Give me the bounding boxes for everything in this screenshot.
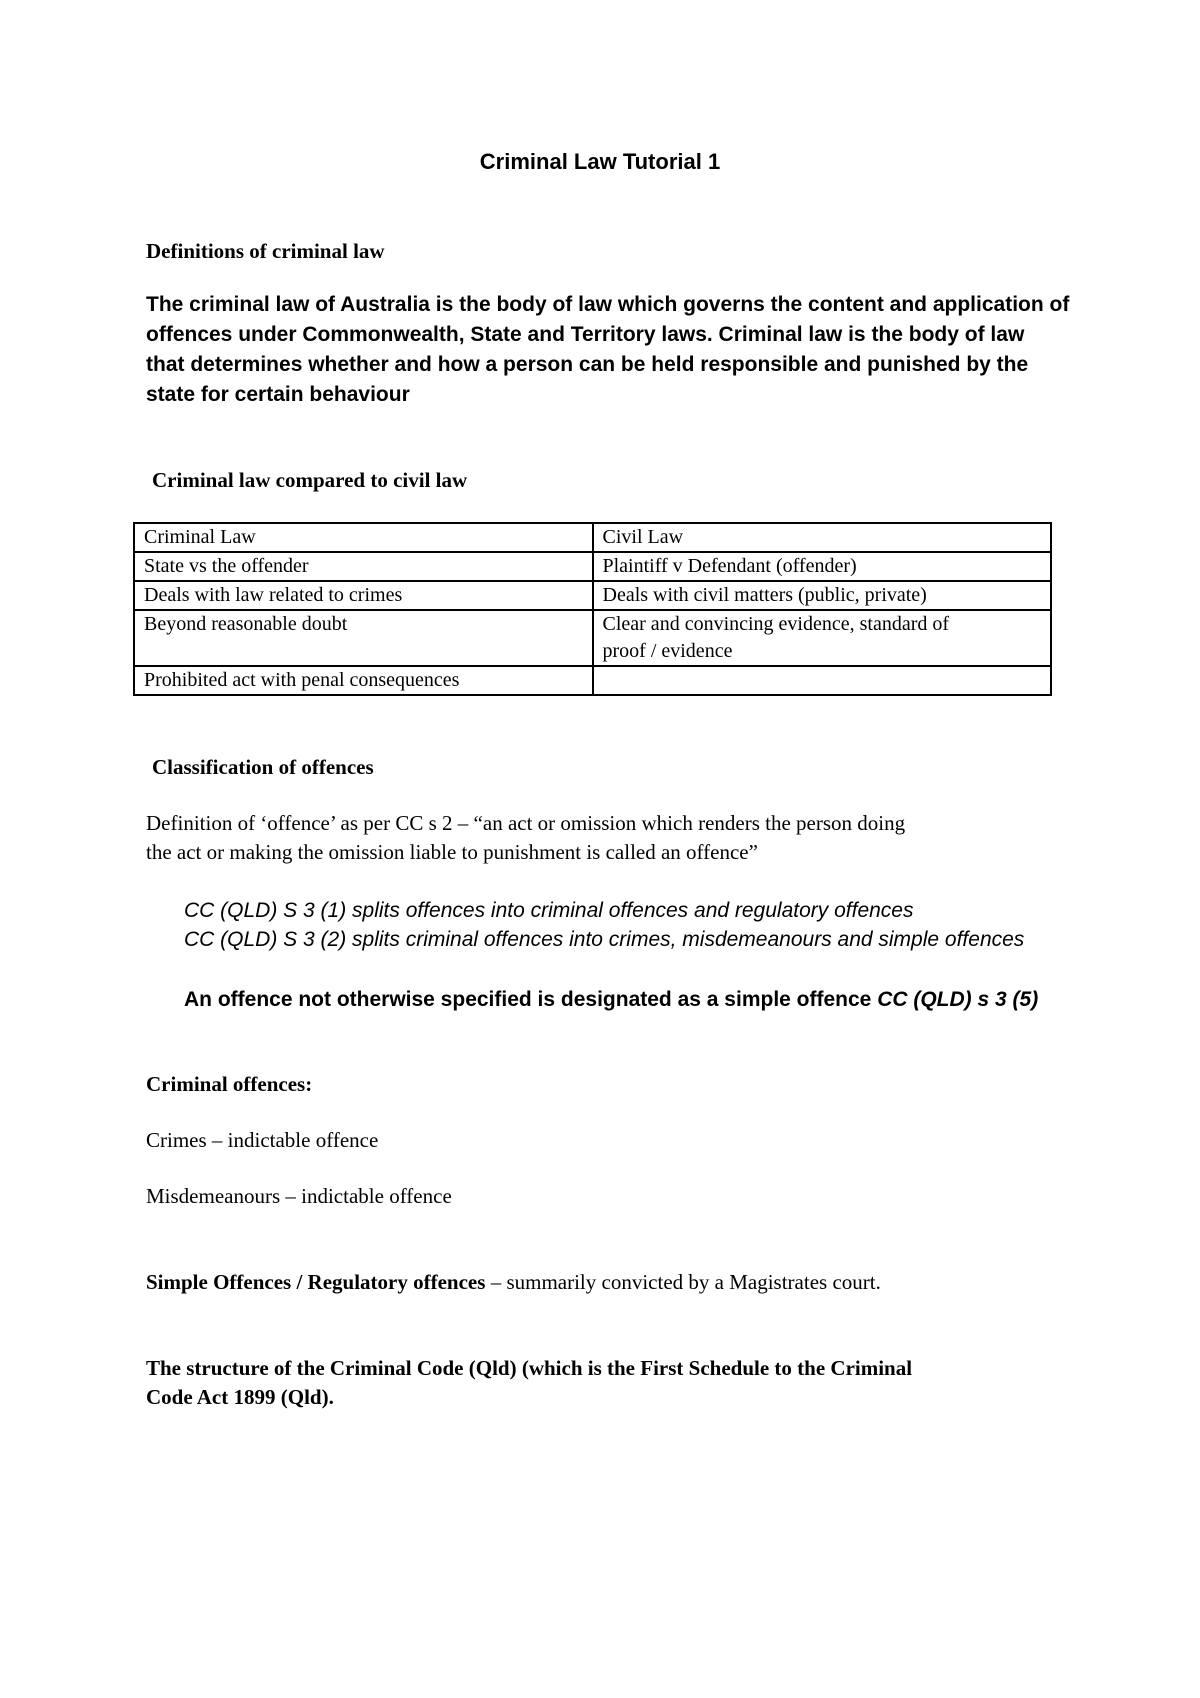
table-row	[134, 666, 1051, 695]
definitions-paragraph	[146, 290, 1086, 410]
table-cell-criminal: Criminal Law	[134, 523, 593, 552]
heading-criminal-offences: Criminal offences:	[146, 1072, 313, 1096]
definitions-line-2: offences under Commonwealth, State and Territory laws. Criminal law is the body of law	[146, 323, 1025, 346]
offence-definition-line-2: the act or making the omission liable to punishment is called an offence”	[146, 840, 758, 864]
table-row	[134, 523, 1051, 552]
offence-definition	[146, 809, 1086, 867]
table-cell-civil	[593, 666, 1052, 695]
criminal-offence-item: Crimes – indictable offence	[146, 1128, 379, 1152]
structure-line-2: Code Act 1899 (Qld).	[146, 1385, 334, 1409]
code-section-line-2: CC (QLD) S 3 (2) splits criminal offences into crimes, misdemeanours and simple offences	[184, 928, 1025, 951]
definitions-line-1: The criminal law of Australia is the body of law which governs the content and application of	[146, 293, 1070, 316]
table-cell-civil: Clear and convincing evidence, standard of proof / evidence	[593, 610, 1052, 666]
structure-paragraph	[146, 1354, 1086, 1412]
criminal-offence-item: Misdemeanours – indictable offence	[146, 1184, 452, 1208]
heading-definitions: Definitions of criminal law	[146, 239, 385, 263]
heading-classification: Classification of offences	[152, 755, 374, 779]
simple-offences-text: – summarily convicted by a Magistrates court.	[485, 1270, 881, 1294]
table-cell-civil: Plaintiff v Defendant (offender)	[593, 552, 1052, 581]
table-cell-criminal: Beyond reasonable doubt	[134, 610, 593, 666]
table-cell-civil: Deals with civil matters (public, private)	[593, 581, 1052, 610]
structure-line-1: The structure of the Criminal Code (Qld) (which is the First Schedule to the Criminal	[146, 1356, 913, 1380]
table-cell-criminal: Prohibited act with penal consequences	[134, 666, 593, 695]
simple-offences-label: Simple Offences / Regulatory offences	[146, 1270, 486, 1294]
table-row	[134, 610, 1051, 666]
table-cell-criminal: Deals with law related to crimes	[134, 581, 593, 610]
definitions-line-3: that determines whether and how a person can be held responsible and punished by the	[146, 353, 1029, 376]
simple-offence-note-citation: CC (QLD) s 3 (5)	[877, 988, 1039, 1011]
comparison-table	[133, 522, 1052, 696]
document-title: Criminal Law Tutorial 1	[479, 149, 721, 174]
table-row	[134, 581, 1051, 610]
heading-comparison: Criminal law compared to civil law	[152, 468, 468, 492]
code-section-line-1: CC (QLD) S 3 (1) splits offences into criminal offences and regulatory offences	[184, 899, 914, 922]
code-section-notes	[184, 896, 1084, 954]
simple-offences-line	[146, 1268, 1086, 1297]
offence-definition-line-1: Definition of ‘offence’ as per CC s 2 – “an act or omission which renders the person doing	[146, 811, 906, 835]
simple-offence-note-text: An offence not otherwise specified is designated as a simple offence	[184, 988, 878, 1011]
simple-offence-note	[184, 985, 1084, 1015]
table-row	[134, 552, 1051, 581]
table-cell-criminal: State vs the offender	[134, 552, 593, 581]
definitions-line-4: state for certain behaviour	[146, 383, 410, 406]
table-cell-civil: Civil Law	[593, 523, 1052, 552]
